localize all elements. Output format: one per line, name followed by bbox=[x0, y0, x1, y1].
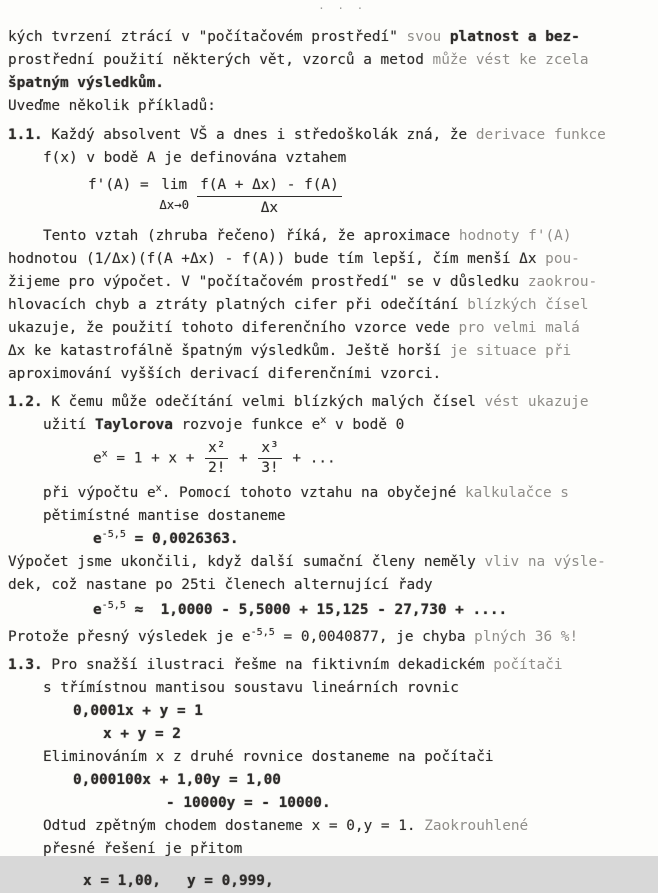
text-line: Tento vztah (zhruba řečeno) říká, že aproximace hodnoty f'(A) bbox=[43, 228, 572, 244]
text-line: aproximování vyšších derivací diferenčními vzorci. bbox=[8, 366, 442, 382]
text-line: špatným výsledkům. bbox=[8, 75, 164, 91]
text-line: Eliminováním x z druhé rovnice dostaneme na počítači bbox=[43, 749, 494, 765]
text-line: při výpočtu $e^x$. Pomocí tohoto vztahu na obyčejné kalkulačce s bbox=[43, 483, 569, 501]
text-line: hlovacích chyb a ztráty platných cifer při odečítání blízkých čísel bbox=[8, 297, 589, 313]
text-line: žijeme pro výpočet. V "počítačovém prostředí" se v důsledku zaokrou- bbox=[8, 274, 598, 290]
text-line: přesné řešení je přitom bbox=[43, 841, 243, 857]
text-line: f(x) v bodě A je definována vztahem bbox=[43, 150, 347, 166]
fraction: $\frac{f(A + \Delta x) - f(A)}{\Delta x}$ bbox=[197, 175, 342, 218]
limit-operator: lim Δx→0 bbox=[159, 177, 190, 212]
superscript: -5,5 bbox=[101, 529, 126, 541]
equation-line: x = 1,00, y = 0,999, bbox=[83, 873, 274, 889]
text-line: užití Taylorova rozvoje funkce $e^x$ v bodě 0 bbox=[43, 415, 405, 433]
equation-line: - 10000y = - 10000. bbox=[166, 795, 331, 811]
derivative-formula: f'(A) = lim Δx→0 $\frac{f(A + \Delta x) - f(A)}{\Delta x}$ bbox=[8, 175, 652, 218]
text-line: Odtud zpětným chodem dostaneme x = 0,y = 1. Zaokrouhlené bbox=[43, 818, 529, 834]
equation-line: $e^{-5,5} \approx 1,0000 - 5,5000 + 15,125 - 27,730$ + .... bbox=[93, 600, 508, 618]
page-number-mark: · · · bbox=[318, 2, 367, 15]
equation-line: x + y = 2 bbox=[103, 726, 181, 742]
text-line: pětimístné mantise dostaneme bbox=[43, 508, 286, 524]
text-line: hodnotou (1/Δx)(f(A +Δx) - f(A)) bude tím lepší, čím menší Δx pou- bbox=[8, 251, 580, 267]
equation-line: $e^{-5,5} = 0,0026363$. bbox=[93, 529, 239, 547]
equation-line: 0,0001x + y = 1 bbox=[73, 703, 203, 719]
list-item-1-1: 1.1. Každý absolvent VŠ a dnes i středoškolák zná, že derivace funkce bbox=[8, 127, 606, 143]
superscript: -5,5 bbox=[101, 600, 126, 612]
text-line: Výpočet jsme ukončili, když další sumační členy neměly vliv na výsle- bbox=[8, 554, 606, 570]
fraction: $\frac{\text{x³}}{3!}$ bbox=[258, 440, 281, 477]
superscript: -5,5 bbox=[250, 627, 275, 639]
superscript: x bbox=[320, 415, 327, 427]
list-item-1-2: 1.2. K čemu může odečítání velmi blízkých malých čísel vést ukazuje bbox=[8, 394, 589, 410]
text-line: Δx ke katastrofálně špatným výsledkům. Ještě horší je situace při bbox=[8, 343, 572, 359]
text-line: dek, což nastane po 25ti členech alternující řady bbox=[8, 577, 433, 593]
equation-line: 0,000100x + 1,00y = 1,00 bbox=[73, 772, 281, 788]
text-lines bbox=[8, 26, 652, 893]
text-line: s třímístnou mantisou soustavu lineárních rovnic bbox=[43, 680, 459, 696]
text-line: kých tvrzení ztrácí v "počítačovém prostředí" svou platnost a bez- bbox=[8, 29, 580, 45]
taylor-series-formula: $e^x = 1 + x$ + $\frac{\text{x²}}{2!}$ + $\frac{\text{x³}}{3!}$ + ... bbox=[93, 440, 336, 476]
list-item-1-3: 1.3. Pro snažší ilustraci řešme na fiktivním dekadickém počítači bbox=[8, 657, 563, 673]
superscript: x bbox=[101, 448, 108, 460]
text-line: Protože přesný výsledek je $e^{-5,5} = 0,0040877$, je chyba plných 36 %! bbox=[8, 627, 579, 645]
text-line: ukazuje, že použití tohoto diferenčního vzorce vede pro velmi malá bbox=[8, 320, 580, 336]
fraction: $\frac{\text{x²}}{2!}$ bbox=[205, 440, 228, 477]
text-line: Uveďme několik příkladů: bbox=[8, 98, 216, 114]
text-line: prostřední použití některých vět, vzorců a metod může vést ke zcela bbox=[8, 52, 589, 68]
superscript: x bbox=[155, 483, 162, 495]
